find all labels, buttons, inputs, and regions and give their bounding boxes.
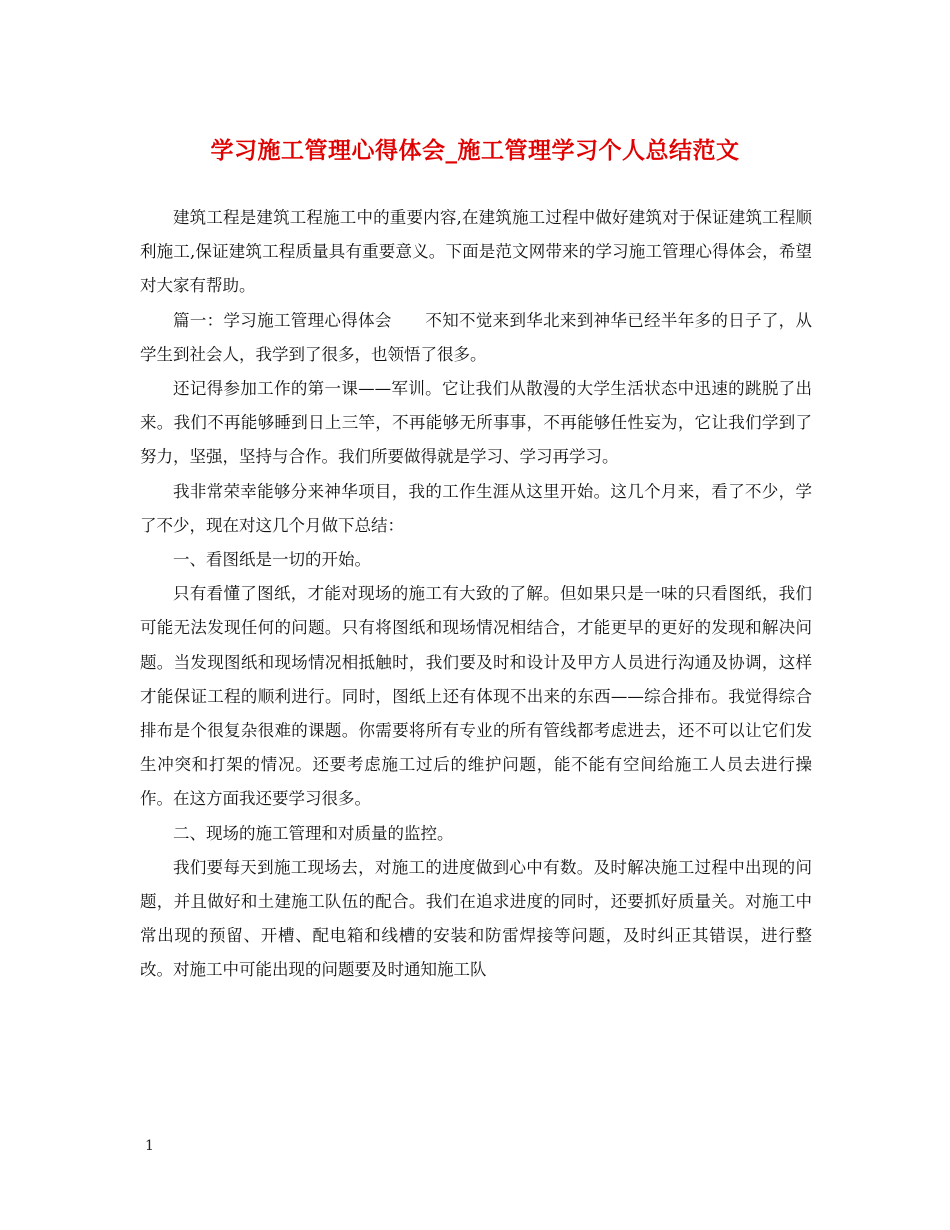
paragraph-drawings: 只有看懂了图纸，才能对现场的施工有大致的了解。但如果只是一味的只看图纸，我们可能无法发现任何的问题。只有将图纸和现场情况相结合，才能更早的更好的发现和解决问题。当发现图纸和现场情况相抵触时，我们要及时和设计及甲方人员进行沟通及协调，这样才能保证工程的顺利进行。同时，图纸上还有体现不出来的东西——综合排布。我觉得综合排布是个很复杂很难的课题。你需要将所有专业的所有管线都考虑进去，还不可以让它们发生冲突和打架的情况。还要考虑施工过后的维护问题，能不能有空间给施工人员去进行操作。在这方面我还要学习很多。 (140, 584, 812, 809)
page-number: 1 (145, 1138, 154, 1154)
paragraph-military-training: 还记得参加工作的第一课——军训。它让我们从散漫的大学生活状态中迅速的跳脱了出来。我们不再能够睡到日上三竿，不再能够无所事事，不再能够任性妄为，它让我们学到了努力，坚强，坚持与合作。我们所要做得就是学习、学习再学习。 (140, 379, 812, 467)
heading-section-two: 二、现场的施工管理和对质量的监控。 (173, 823, 454, 843)
heading-section-one: 一、看图纸是一切的开始。 (173, 550, 371, 570)
paragraph-site-management: 我们要每天到施工现场去，对施工的进度做到心中有数。及时解决施工过程中出现的问题，并且做好和土建施工队伍的配合。我们在追求进度的同时，还要抓好质量关。对施工中常出现的预留、开槽、配电箱和线槽的安装和防雷焊接等问题，及时纠正其错误，进行整改。对施工中可能出现的问题要及时通知施工队 (140, 857, 812, 980)
paragraph-project-intro: 我非常荣幸能够分来神华项目，我的工作生涯从这里开始。这几个月来，看了不少，学了不少，现在对这几个月做下总结： (140, 481, 812, 535)
paragraph-chapter-one: 篇一：学习施工管理心得体会 不知不觉来到华北来到神华已经半年多的日子了，从学生到社会人，我学到了很多，也领悟了很多。 (140, 310, 812, 364)
document-title: 学习施工管理心得体会_施工管理学习个人总结范文 (210, 137, 740, 164)
document-body (140, 201, 812, 988)
paragraph-intro: 建筑工程是建筑工程施工中的重要内容,在建筑施工过程中做好建筑对于保证建筑工程顺利施工,保证建筑工程质量具有重要意义。下面是范文网带来的学习施工管理心得体会，希望对大家有帮助。 (140, 208, 812, 296)
